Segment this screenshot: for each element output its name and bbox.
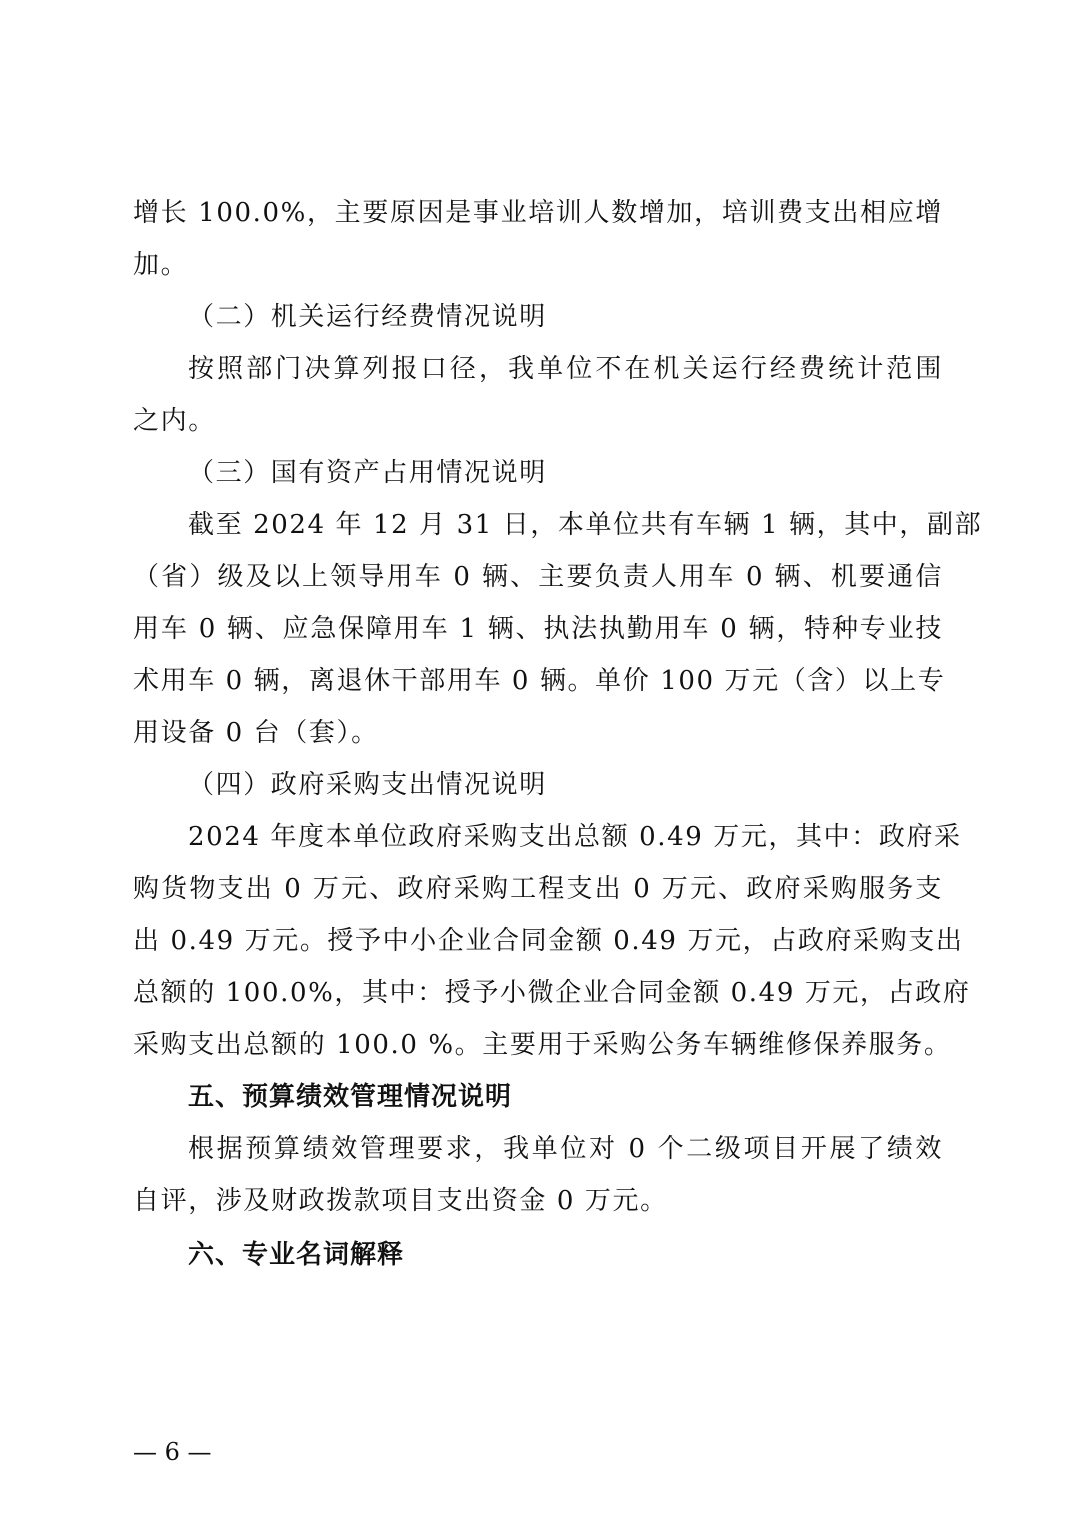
paragraph-line: （省）级及以上领导用车 0 辆、主要负责人用车 0 辆、机要通信 — [133, 562, 943, 592]
paragraph-line: 购货物支出 0 万元、政府采购工程支出 0 万元、政府采购服务支 — [133, 874, 943, 904]
paragraph-line: 根据预算绩效管理要求，我单位对 0 个二级项目开展了绩效 — [188, 1134, 943, 1164]
paragraph-line: 2024 年度本单位政府采购支出总额 0.49 万元，其中：政府采 — [188, 822, 962, 852]
paragraph-line: 采购支出总额的 100.0 %。主要用于采购公务车辆维修保养服务。 — [133, 1030, 952, 1060]
paragraph-line: 总额的 100.0%，其中：授予小微企业合同金额 0.49 万元，占政府 — [133, 978, 971, 1008]
paragraph-line: 用车 0 辆、应急保障用车 1 辆、执法执勤用车 0 辆，特种专业技 — [133, 614, 943, 644]
section-heading: 五、预算绩效管理情况说明 — [188, 1082, 513, 1112]
section-heading: 六、专业名词解释 — [188, 1240, 405, 1270]
paragraph-line: 增长 100.0%，主要原因是事业培训人数增加，培训费支出相应增 — [133, 198, 943, 228]
paragraph-line: 截至 2024 年 12 月 31 日，本单位共有车辆 1 辆，其中，副部 — [188, 510, 983, 540]
paragraph-line: 之内。 — [133, 406, 216, 436]
paragraph-line: 术用车 0 辆，离退休干部用车 0 辆。单价 100 万元（含）以上专 — [133, 666, 946, 696]
paragraph-line: 加。 — [133, 250, 189, 280]
page-number: — 6 — — [133, 1438, 212, 1466]
subsection-heading: （二）机关运行经费情况说明 — [188, 302, 547, 332]
paragraph-line: 自评，涉及财政拨款项目支出资金 0 万元。 — [133, 1186, 668, 1216]
paragraph-line: 用设备 0 台（套）。 — [133, 718, 379, 748]
subsection-heading: （四）政府采购支出情况说明 — [188, 770, 547, 800]
subsection-heading: （三）国有资产占用情况说明 — [188, 458, 547, 488]
paragraph-line: 出 0.49 万元。授予中小企业合同金额 0.49 万元，占政府采购支出 — [133, 926, 964, 956]
paragraph-line: 按照部门决算列报口径，我单位不在机关运行经费统计范围 — [188, 354, 943, 384]
